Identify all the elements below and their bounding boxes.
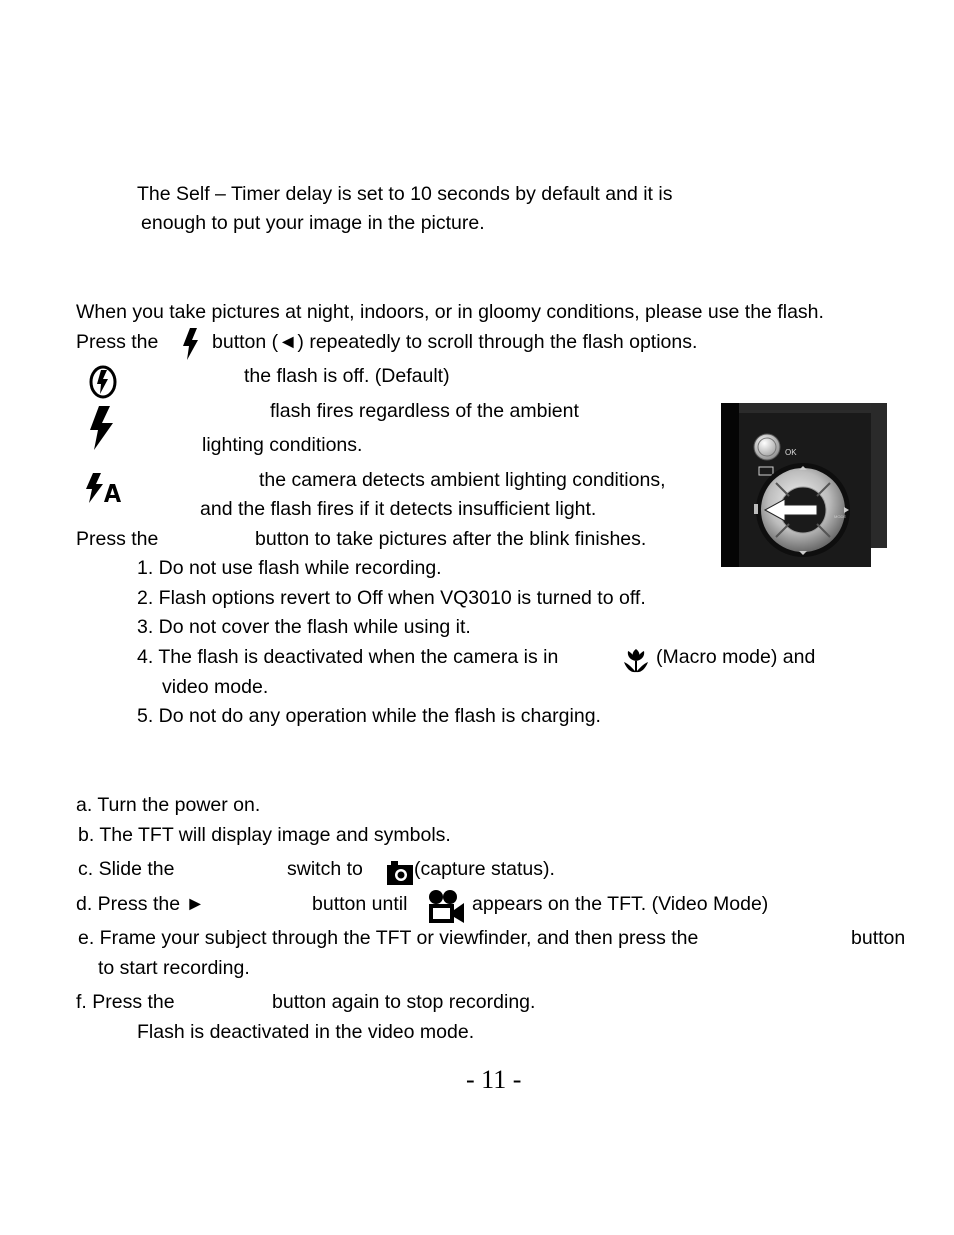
flash-on-icon bbox=[86, 405, 118, 451]
video-step-e-button: button bbox=[851, 927, 906, 949]
flash-note-3: 3. Do not cover the flash while using it. bbox=[137, 616, 471, 638]
macro-icon bbox=[621, 646, 651, 674]
video-note: Flash is deactivated in the video mode. bbox=[137, 1021, 475, 1043]
video-step-f-suffix: button again to stop recording. bbox=[272, 991, 536, 1013]
video-mode-icon bbox=[426, 889, 466, 925]
video-step-f-prefix: f. Press the bbox=[76, 991, 175, 1013]
selftimer-note-line1: The Self – Timer delay is set to 10 seconds by default and it is bbox=[137, 183, 673, 205]
flash-auto-icon bbox=[84, 472, 122, 504]
flash-press-prefix: Press the bbox=[76, 331, 159, 353]
flash-off-text: the flash is off. (Default) bbox=[244, 365, 450, 387]
video-step-a: a. Turn the power on. bbox=[76, 794, 261, 816]
video-step-e-line1: e. Frame your subject through the TFT or viewfinder, and then press the bbox=[78, 927, 699, 949]
video-step-c-mid: switch to bbox=[287, 858, 363, 880]
video-step-d-suffix: appears on the TFT. (Video Mode) bbox=[472, 893, 769, 915]
shutter-suffix: button to take pictures after the blink finishes. bbox=[255, 528, 647, 550]
video-step-b: b. The TFT will display image and symbols. bbox=[78, 824, 451, 846]
flash-auto-text-cont: and the flash fires if it detects insufficient light. bbox=[200, 498, 597, 520]
flash-note-4-suffix: (Macro mode) and bbox=[656, 646, 816, 668]
flash-off-icon bbox=[88, 364, 118, 400]
flash-intro: When you take pictures at night, indoors, or in gloomy conditions, please use the flash. bbox=[76, 301, 824, 323]
mode-label: MODE bbox=[834, 514, 846, 519]
flash-note-4-cont: video mode. bbox=[162, 676, 269, 698]
video-step-d-mid: button until bbox=[312, 893, 408, 915]
video-step-e-line2: to start recording. bbox=[98, 957, 250, 979]
video-step-c-suffix: (capture status). bbox=[414, 858, 555, 880]
ok-label: OK bbox=[785, 448, 797, 457]
flash-note-4: 4. The flash is deactivated when the camera is in bbox=[137, 646, 559, 668]
flash-on-text-cont: lighting conditions. bbox=[202, 434, 363, 456]
camera-back-photo bbox=[721, 403, 887, 567]
flash-note-5: 5. Do not do any operation while the flash is charging. bbox=[137, 705, 601, 727]
flash-auto-text: the camera detects ambient lighting conditions, bbox=[259, 469, 666, 491]
flash-on-text: flash fires regardless of the ambient bbox=[270, 400, 579, 422]
camera-capture-icon bbox=[386, 860, 414, 886]
video-step-c-prefix: c. Slide the bbox=[78, 858, 175, 880]
shutter-prefix: Press the bbox=[76, 528, 159, 550]
page-number: - 11 - bbox=[466, 1065, 522, 1094]
selftimer-note-line2: enough to put your image in the picture. bbox=[141, 212, 485, 234]
flash-note-2: 2. Flash options revert to Off when VQ3010 is turned to off. bbox=[137, 587, 646, 609]
video-step-d-prefix: d. Press the ► bbox=[76, 893, 205, 915]
flash-press-suffix: button (◄) repeatedly to scroll through the flash options. bbox=[212, 331, 698, 353]
flash-button-icon bbox=[180, 327, 202, 361]
flash-note-1: 1. Do not use flash while recording. bbox=[137, 557, 442, 579]
